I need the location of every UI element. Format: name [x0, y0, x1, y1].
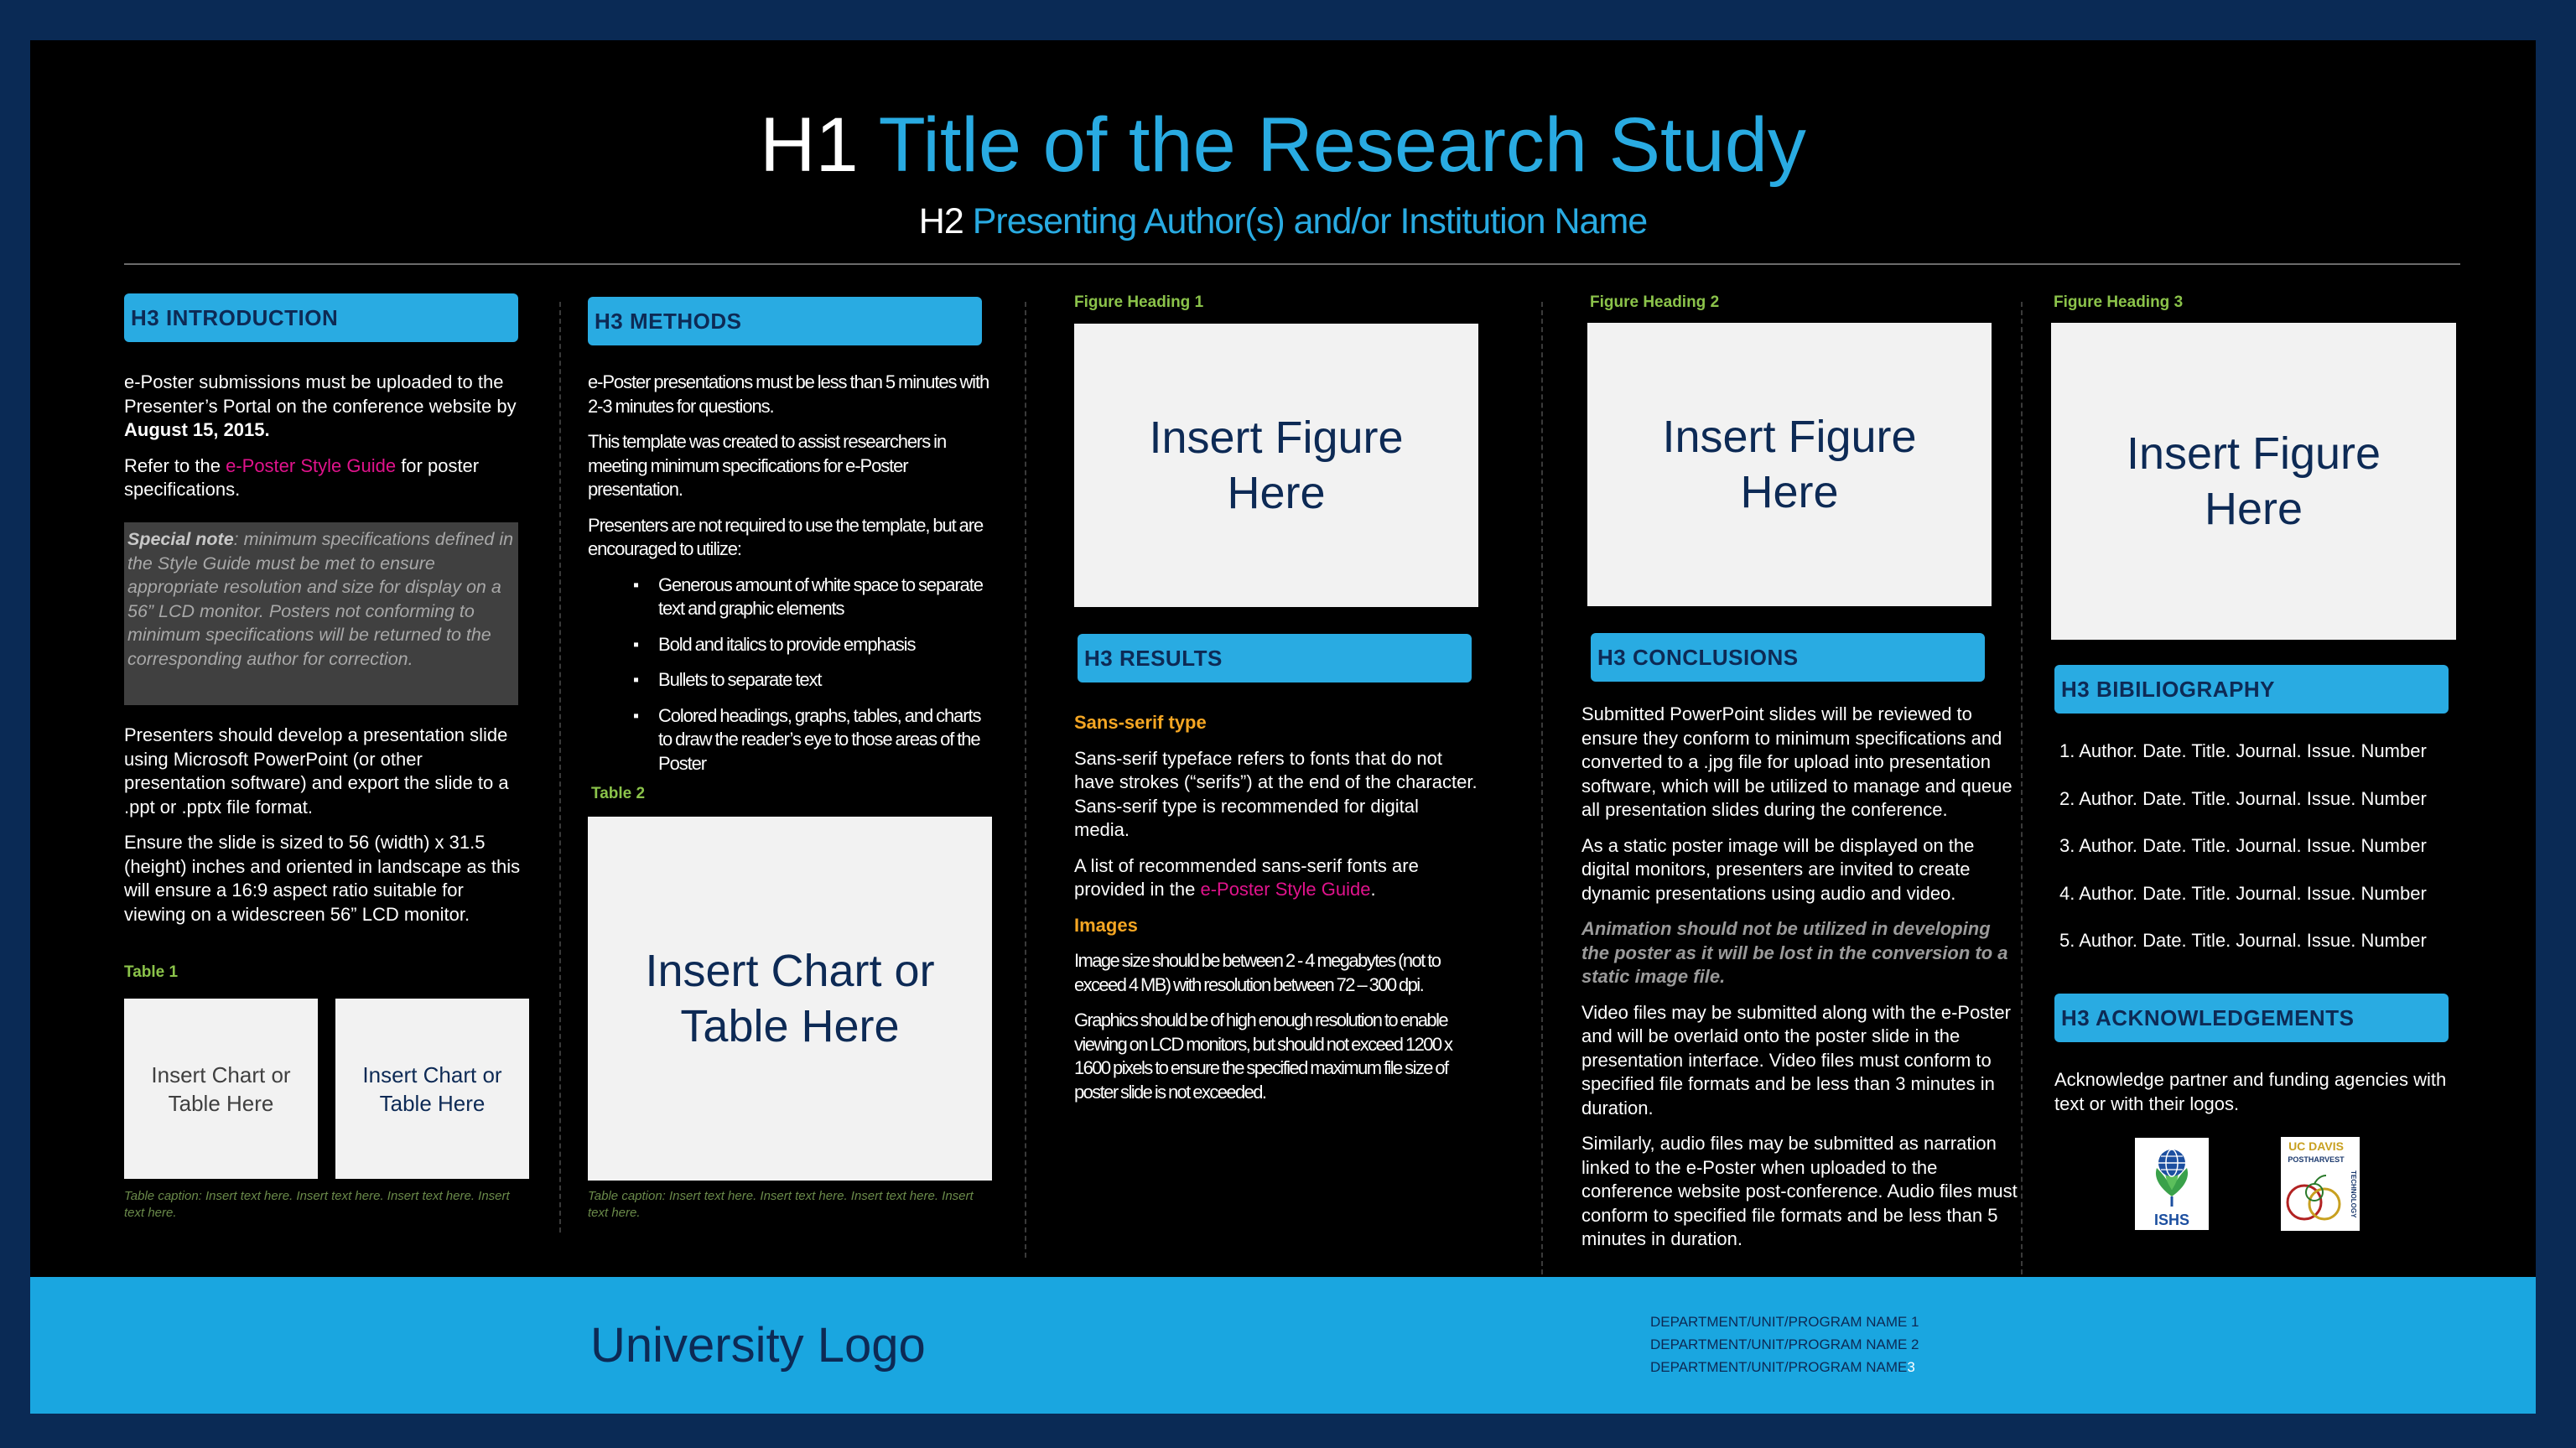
introduction-heading: H3 INTRODUCTION	[124, 293, 518, 342]
table2-heading: Table 2	[591, 785, 646, 802]
figure3-placeholder: Insert Figure Here	[2051, 323, 2456, 640]
conclusions-paragraph: Video files may be submitted along with the e-Poster and will be overlaid onto the poster slide in the presentation interface. Video files must conform to specified file formats and be less than 3 minutes in duration.	[1581, 1001, 2011, 1118]
list-item: ▪ Generous amount of white space to separate text and graphic elements	[658, 573, 990, 621]
footer-band	[30, 1277, 2536, 1414]
page-title	[30, 99, 2536, 191]
acknowledgements-text: Acknowledge partner and funding agencies with text or with their logos.	[2054, 1069, 2447, 1114]
bibliography-item: 3. Author. Date. Title. Journal. Issue. Number	[2059, 835, 2427, 856]
ucd-logo-sub-text: POSTHARVEST	[2288, 1155, 2345, 1164]
ishs-logo	[2135, 1138, 2209, 1230]
bibliography-item: 1. Author. Date. Title. Journal. Issue. Number	[2059, 740, 2427, 761]
list-item: ▪ Bullets to separate text	[658, 668, 990, 693]
table2-placeholder: Insert Chart or Table Here	[588, 817, 992, 1181]
ishs-logo-text: ISHS	[2153, 1212, 2190, 1228]
special-note-label: Special note	[127, 529, 234, 549]
subtitle-level: H2	[918, 201, 963, 241]
table1-caption: Table caption: Insert text here. Insert text here. Insert text here. Insert text here.	[124, 1189, 510, 1220]
university-logo: University Logo	[590, 1318, 926, 1373]
results-text	[1074, 711, 1478, 1116]
introduction-text-bottom	[124, 724, 527, 938]
ucd-logo-side-text: TECHNOLOGY	[2350, 1170, 2357, 1218]
department-list	[1650, 1310, 1919, 1378]
department-name-2: DEPARTMENT/UNIT/PROGRAM NAME 2	[1650, 1336, 1919, 1352]
table1-placeholder-right: Insert Chart or Table Here	[335, 999, 529, 1179]
results-p2-prefix: A list of recommended sans-serif fonts are provided in the	[1074, 854, 1419, 900]
uc-davis-logo-graphic	[2281, 1137, 2360, 1231]
bibliography-heading: H3 BIBILIOGRAPHY	[2054, 665, 2449, 714]
figure-heading-3: Figure Heading 3	[2054, 293, 2184, 311]
conclusions-paragraph-animation: Animation should not be utilized in developing the poster as it will be lost in the conversion to a static image file.	[1581, 918, 2008, 987]
methods-paragraph: This template was created to assist researchers in meeting minimum specifications for e-Poster presentation.	[588, 431, 947, 500]
ishs-logo-graphic	[2135, 1138, 2209, 1230]
list-item: ▪ Bold and italics to provide emphasis	[658, 633, 990, 657]
bibliography-item: 2. Author. Date. Title. Journal. Issue. Number	[2059, 787, 2427, 809]
column-divider	[559, 302, 561, 1233]
figure1-placeholder: Insert Figure Here	[1074, 324, 1478, 607]
bibliography-item: 4. Author. Date. Title. Journal. Issue. Number	[2059, 882, 2427, 904]
figure-heading-2: Figure Heading 2	[1590, 293, 1720, 311]
results-paragraph: Graphics should be of high enough resolution to enable viewing on LCD monitors, but should not exceed 1200 x 1600 pixels to ensure the specified maximum file size of poster slide is not exceeded.	[1074, 1009, 1452, 1103]
conclusions-paragraph: As a static poster image will be displayed on the digital monitors, presenters are invited to create dynamic presentations using audio and video.	[1581, 834, 1975, 904]
introduction-paragraph	[124, 454, 518, 502]
table1-placeholder-left: Insert Chart or Table Here	[124, 999, 318, 1179]
column-divider	[1025, 302, 1026, 1258]
subtitle-text: Presenting Author(s) and/or Institution Name	[972, 201, 1648, 241]
ucd-logo-top-text: UC DAVIS	[2288, 1139, 2344, 1153]
intro-p2-suffix: for poster specifications.	[124, 454, 480, 500]
figure2-placeholder: Insert Figure Here	[1587, 323, 1992, 606]
results-paragraph: Image size should be between 2 - 4 megabytes (not to exceed 4 MB) with resolution between 72 – 300 dpi.	[1074, 950, 1441, 995]
poster	[30, 40, 2536, 1414]
title-level: H1	[760, 102, 859, 188]
conclusions-text	[1581, 703, 2018, 1264]
methods-paragraph: e-Poster presentations must be less than 5 minutes with 2-3 minutes for questions.	[588, 371, 989, 417]
results-p2-suffix: .	[1370, 879, 1376, 900]
methods-heading: H3 METHODS	[588, 297, 982, 345]
table2-caption: Table caption: Insert text here. Insert text here. Insert text here. Insert text here.	[588, 1189, 974, 1220]
bibliography-item: 5. Author. Date. Title. Journal. Issue. Number	[2059, 930, 2427, 951]
title-text: Title of the Research Study	[878, 102, 1806, 188]
introduction-paragraph: Ensure the slide is sized to 56 (width) x 31.5 (height) inches and oriented in landscape as this will ensure a 16:9 aspect ratio suitable for viewing on a widescreen 56” LCD monitor.	[124, 832, 521, 925]
introduction-text-top	[124, 371, 518, 514]
column-divider	[1541, 302, 1543, 1274]
introduction-paragraph: Presenters should develop a presentation slide using Microsoft PowerPoint (or other presentation software) and export the slide to a .ppt or .pptx file format.	[124, 724, 509, 817]
figure-heading-1: Figure Heading 1	[1074, 293, 1204, 311]
methods-text	[588, 371, 990, 787]
conclusions-paragraph: Submitted PowerPoint slides will be reviewed to ensure they conform to minimum specifications and converted to a .jpg file for upload into presentation software, which will be utilized to manage and queue all presentation slides during the conference.	[1581, 703, 2012, 820]
special-note-text: : minimum specifications defined in the Style Guide must be met to ensure appropriate resolution and size for display on a 56” LCD monitor. Posters not conforming to minimum specifications will be returned to the corresponding author for correction.	[127, 529, 514, 669]
department-name-3	[1650, 1356, 1919, 1378]
results-heading: H3 RESULTS	[1078, 634, 1472, 682]
methods-paragraph: Presenters are not required to use the template, but are encouraged to utilize:	[588, 514, 984, 559]
intro-p2-prefix: Refer to the	[124, 454, 221, 476]
special-note-box	[124, 522, 518, 705]
acknowledgements-heading: H3 ACKNOWLEDGEMENTS	[2054, 994, 2449, 1042]
results-images-block	[1074, 949, 1478, 1104]
page-subtitle	[30, 201, 2536, 242]
bibliography-list	[2059, 740, 2454, 977]
department-name-3-number: 3	[1907, 1359, 1915, 1375]
header-divider	[124, 263, 2460, 265]
conclusions-heading: H3 CONCLUSIONS	[1591, 633, 1985, 682]
department-name-3-text: DEPARTMENT/UNIT/PROGRAM NAME	[1650, 1359, 1908, 1375]
conclusions-paragraph: Similarly, audio files may be submitted as narration linked to the e-Poster when uploaded to the conference website post-conference. Audio files must conform to specified file formats and be less than 5 minutes in duration.	[1581, 1133, 2018, 1249]
uc-davis-postharvest-logo	[2281, 1137, 2360, 1231]
results-paragraph	[1074, 854, 1478, 902]
style-guide-link[interactable]: e-Poster Style Guide	[226, 454, 397, 476]
methods-bullet-list	[588, 573, 990, 776]
style-guide-link[interactable]: e-Poster Style Guide	[1200, 879, 1371, 900]
intro-p1-text: e-Poster submissions must be uploaded to the Presenter’s Portal on the conference website by	[124, 371, 517, 417]
column-divider	[2021, 302, 2023, 1274]
intro-deadline: August 15, 2015.	[124, 419, 270, 440]
introduction-paragraph	[124, 371, 518, 443]
table1-heading: Table 1	[124, 963, 179, 981]
results-paragraph: Sans-serif typeface refers to fonts that do not have strokes (“serifs”) at the end of the character. Sans-serif type is recommended for digital media.	[1074, 747, 1478, 840]
results-subheading-sans-serif: Sans-serif type	[1074, 712, 1207, 733]
results-subheading-images: Images	[1074, 914, 1138, 936]
department-name-1: DEPARTMENT/UNIT/PROGRAM NAME 1	[1650, 1314, 1919, 1330]
list-item: ▪ Colored headings, graphs, tables, and charts to draw the reader’s eye to those areas of the Poster	[658, 704, 990, 776]
